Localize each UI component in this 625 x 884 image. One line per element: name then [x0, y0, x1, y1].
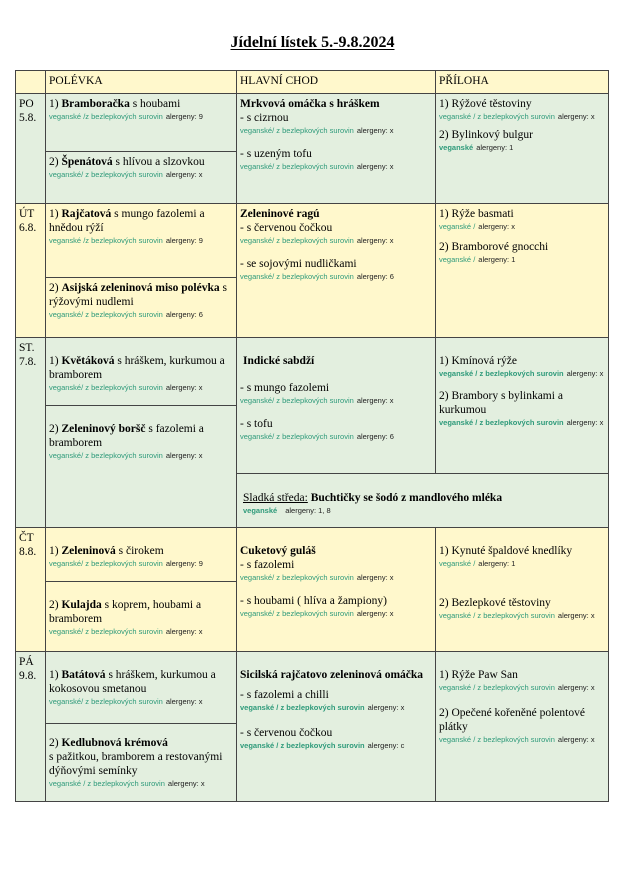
day-name: PO	[19, 98, 34, 110]
day-label-fri: PÁ 9.8.	[16, 652, 46, 802]
header-row	[16, 71, 609, 94]
header-soup: POLÉVKA	[46, 71, 237, 94]
day-label-mon	[16, 94, 46, 204]
header-day	[16, 71, 46, 94]
soup-2-wed: 2) Zeleninový boršč s fazolemi a bramborem veganské/ z bezlepkových surovin alergeny: x	[46, 406, 237, 528]
day-row-wed	[16, 338, 609, 406]
day-date: 5.8.	[19, 112, 37, 124]
soup-1-fri: 1) Batátová s hráškem, kurkumou a kokosovou smetanou veganské/ z bezlepkových surovin alergeny: x	[46, 652, 237, 724]
main-wed: Indické sabdží - s mungo fazolemi veganské/ z bezlepkových surovin alergeny: x - s tofu veganské/ z bezlepkových surovin alergeny: 6	[237, 338, 436, 474]
day-label-tue: ÚT 6.8.	[16, 204, 46, 338]
main-fri: Sicilská rajčatovo zeleninová omáčka - s fazolemi a chilli veganské / z bezlepkových surovin alergeny: x - s červenou čočkou veganské / z bezlepkových surovin alergeny: c	[237, 652, 436, 802]
soup-1-wed: 1) Květáková s hráškem, kurkumou a bramborem veganské/ z bezlepkových surovin alergeny: x	[46, 338, 237, 406]
header-main: HLAVNÍ CHOD	[237, 71, 436, 94]
side-wed: 1) Kmínová rýže veganské / z bezlepkových surovin alergeny: x 2) Brambory s bylinkami a kurkumou veganské / z bezlepkových surovin alergeny: x	[436, 338, 609, 474]
main-thu: Cuketový guláš - s fazolemi veganské/ z bezlepkových surovin alergeny: x - s houbami ( hlíva a žampiony) veganské/ z bezlepkových surovin alergeny: x	[237, 528, 436, 652]
header-side: PŘÍLOHA	[436, 71, 609, 94]
day-row-fri	[16, 652, 609, 724]
day-row-mon	[16, 94, 609, 152]
side-mon: 1) Rýžové těstoviny veganské / z bezlepkových surovin alergeny: x 2) Bylinkový bulgur veganské alergeny: 1	[436, 94, 609, 204]
day-row-thu	[16, 528, 609, 582]
soup-1-thu: 1) Zeleninová s čirokem veganské/ z bezlepkových surovin alergeny: 9	[46, 528, 237, 582]
sweet-wednesday: Sladká středa: Buchtičky se šodó z mandlového mléka veganské alergeny: 1, 8	[237, 474, 609, 528]
soup-2-mon: 2) Špenátová s hlívou a slzovkou veganské/ z bezlepkových surovin alergeny: x	[46, 152, 237, 204]
day-label-wed: ST. 7.8.	[16, 338, 46, 528]
side-thu: 1) Kynuté špaldové knedlíky veganské / alergeny: 1 2) Bezlepkové těstoviny veganské / z bezlepkových surovin alergeny: x	[436, 528, 609, 652]
menu-table	[15, 70, 609, 802]
day-row-tue	[16, 204, 609, 278]
day-label-thu: ČT 8.8.	[16, 528, 46, 652]
soup-1-tue: 1) Rajčatová s mungo fazolemi a hnědou rýží veganské /z bezlepkových surovin alergeny: 9	[46, 204, 237, 278]
soup-2-fri: 2) Kedlubnová krémová s pažitkou, bramborem a restovanými dýňovými semínky veganské / z bezlepkových surovin alergeny: x	[46, 724, 237, 802]
main-mon: Mrkvová omáčka s hráškem - s cizrnou veganské/ z bezlepkových surovin alergeny: x - s uzeným tofu veganské/ z bezlepkových surovin alergeny: x	[237, 94, 436, 204]
side-fri: 1) Rýže Paw San veganské / z bezlepkových surovin alergeny: x 2) Opečené kořeněné polentové plátky veganské / z bezlepkových surovin alergeny: x	[436, 652, 609, 802]
soup-2-tue: 2) Asijská zeleninová miso polévka s rýžovými nudlemi veganské/ z bezlepkových surovin alergeny: 6	[46, 278, 237, 338]
page-title: Jídelní lístek 5.-9.8.2024	[230, 34, 395, 51]
soup-2-thu: 2) Kulajda s koprem, houbami a bramborem veganské/ z bezlepkových surovin alergeny: x	[46, 582, 237, 652]
soup-1-mon: 1) Bramboračka s houbami veganské /z bezlepkových surovin alergeny: 9	[46, 94, 237, 152]
main-tue: Zeleninové ragú - s červenou čočkou veganské/ z bezlepkových surovin alergeny: x - se sojovými nudličkami veganské/ z bezlepkových surovin alergeny: 6	[237, 204, 436, 338]
side-tue: 1) Rýže basmati veganské / alergeny: x 2) Bramborové gnocchi veganské / alergeny: 1	[436, 204, 609, 338]
